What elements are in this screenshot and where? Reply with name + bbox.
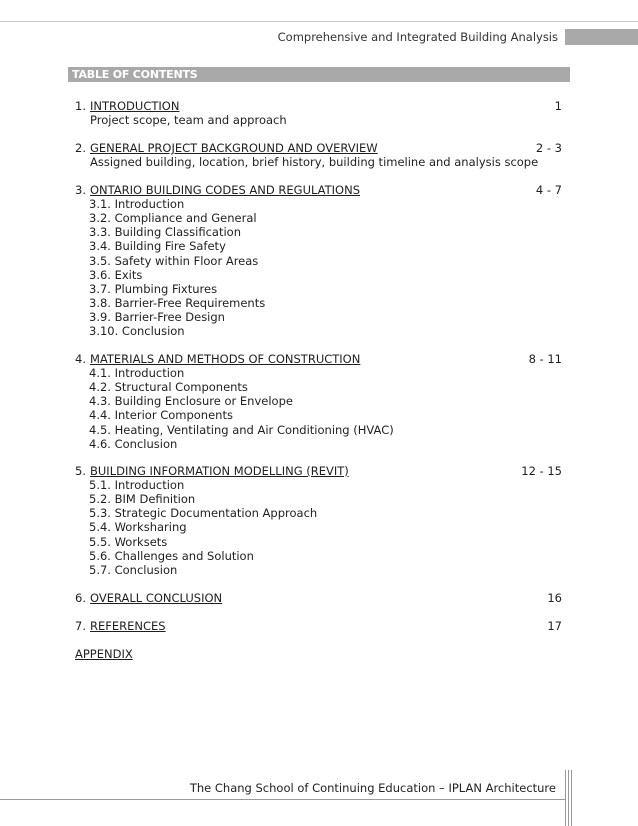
- toc-appendix-link[interactable]: APPENDIX: [75, 647, 133, 661]
- top-rule: [0, 21, 638, 22]
- footer-rule: [0, 799, 566, 800]
- toc-entry-title-link[interactable]: ONTARIO BUILDING CODES AND REGULATIONS: [90, 183, 361, 197]
- toc-subsection: 3.8. Barrier-Free Requirements: [89, 295, 266, 310]
- toc-subsection: 3.2. Compliance and General: [89, 211, 257, 226]
- toc-subsection: 4.2. Structural Components: [89, 380, 248, 395]
- toc-entry[interactable]: [75, 183, 360, 197]
- toc-entry-number: 1.: [75, 99, 86, 113]
- toc-subsection: 4.3. Building Enclosure or Envelope: [89, 394, 293, 409]
- toc-entry-title-link[interactable]: BUILDING INFORMATION MODELLING (REVIT): [90, 464, 349, 478]
- toc-subsection: 3.6. Exits: [89, 267, 143, 282]
- footer-vertical-line: [568, 770, 569, 826]
- toc-subsection: 3.4. Building Fire Safety: [89, 239, 226, 254]
- toc-entry-title-link[interactable]: REFERENCES: [90, 619, 166, 633]
- toc-subsection: 3.9. Barrier-Free Design: [89, 309, 225, 324]
- toc-entry-title-link[interactable]: OVERALL CONCLUSION: [90, 591, 223, 605]
- toc-entry[interactable]: [75, 352, 360, 366]
- toc-entry-pages: 1: [554, 99, 562, 113]
- toc-entry-number: 6.: [75, 591, 86, 605]
- toc-entry-title-link[interactable]: GENERAL PROJECT BACKGROUND AND OVERVIEW: [90, 141, 378, 155]
- toc-entry[interactable]: [75, 591, 222, 605]
- toc-subsection: 5.1. Introduction: [89, 478, 185, 493]
- toc-subsection: 5.4. Worksharing: [89, 520, 187, 535]
- toc-subsection: 4.6. Conclusion: [89, 436, 178, 451]
- toc-subsection: 3.7. Plumbing Fixtures: [89, 281, 218, 296]
- toc-entry-pages: 4 - 7: [535, 183, 562, 197]
- footer-vertical-line: [565, 770, 566, 826]
- toc-subsection: 3.5. Safety within Floor Areas: [89, 253, 259, 268]
- toc-heading: TABLE OF CONTENTS: [68, 67, 570, 82]
- toc-entry-number: 5.: [75, 464, 86, 478]
- toc-subsection: 5.5. Worksets: [89, 534, 168, 549]
- toc-subsection: 4.4. Interior Components: [89, 408, 233, 423]
- toc-entry[interactable]: [75, 464, 349, 478]
- toc-subsection: 4.1. Introduction: [89, 366, 185, 381]
- toc-entry-description: Project scope, team and approach: [90, 113, 287, 128]
- toc-entry-title-link[interactable]: MATERIALS AND METHODS OF CONSTRUCTION: [90, 352, 361, 366]
- toc-entry[interactable]: [75, 619, 166, 633]
- document-header-title: Comprehensive and Integrated Building Analysis: [277, 30, 558, 44]
- toc-subsection: 3.1. Introduction: [89, 197, 185, 212]
- toc-entry-pages: 12 - 15: [521, 464, 562, 478]
- toc-entry-number: 2.: [75, 141, 86, 155]
- toc-subsection: 5.6. Challenges and Solution: [89, 548, 254, 563]
- toc-entry-pages: 16: [547, 591, 562, 605]
- toc-subsection: 5.2. BIM Definition: [89, 492, 196, 507]
- toc-subsection: 5.3. Strategic Documentation Approach: [89, 506, 318, 521]
- toc-entry[interactable]: [75, 141, 378, 155]
- footer-text: The Chang School of Continuing Education – IPLAN Architecture: [189, 781, 556, 795]
- toc-subsection: 4.5. Heating, Ventilating and Air Conditioning (HVAC): [89, 422, 394, 437]
- toc-entry-pages: 17: [547, 619, 562, 633]
- toc-entry-number: 3.: [75, 183, 86, 197]
- footer-vertical-line: [571, 770, 572, 826]
- toc-subsection: 3.3. Building Classification: [89, 225, 241, 240]
- toc-subsection: 5.7. Conclusion: [89, 562, 178, 577]
- toc-entry[interactable]: [75, 99, 179, 113]
- toc-entry-pages: 8 - 11: [528, 352, 562, 366]
- toc-entry-pages: 2 - 3: [535, 141, 562, 155]
- toc-entry-number: 4.: [75, 352, 86, 366]
- toc-entry-title-link[interactable]: INTRODUCTION: [90, 99, 180, 113]
- toc-subsection: 3.10. Conclusion: [89, 324, 185, 338]
- toc-entry-description: Assigned building, location, brief history, building timeline and analysis scope: [90, 155, 539, 170]
- header-accent-bar: [565, 29, 638, 45]
- toc-entry-number: 7.: [75, 619, 86, 633]
